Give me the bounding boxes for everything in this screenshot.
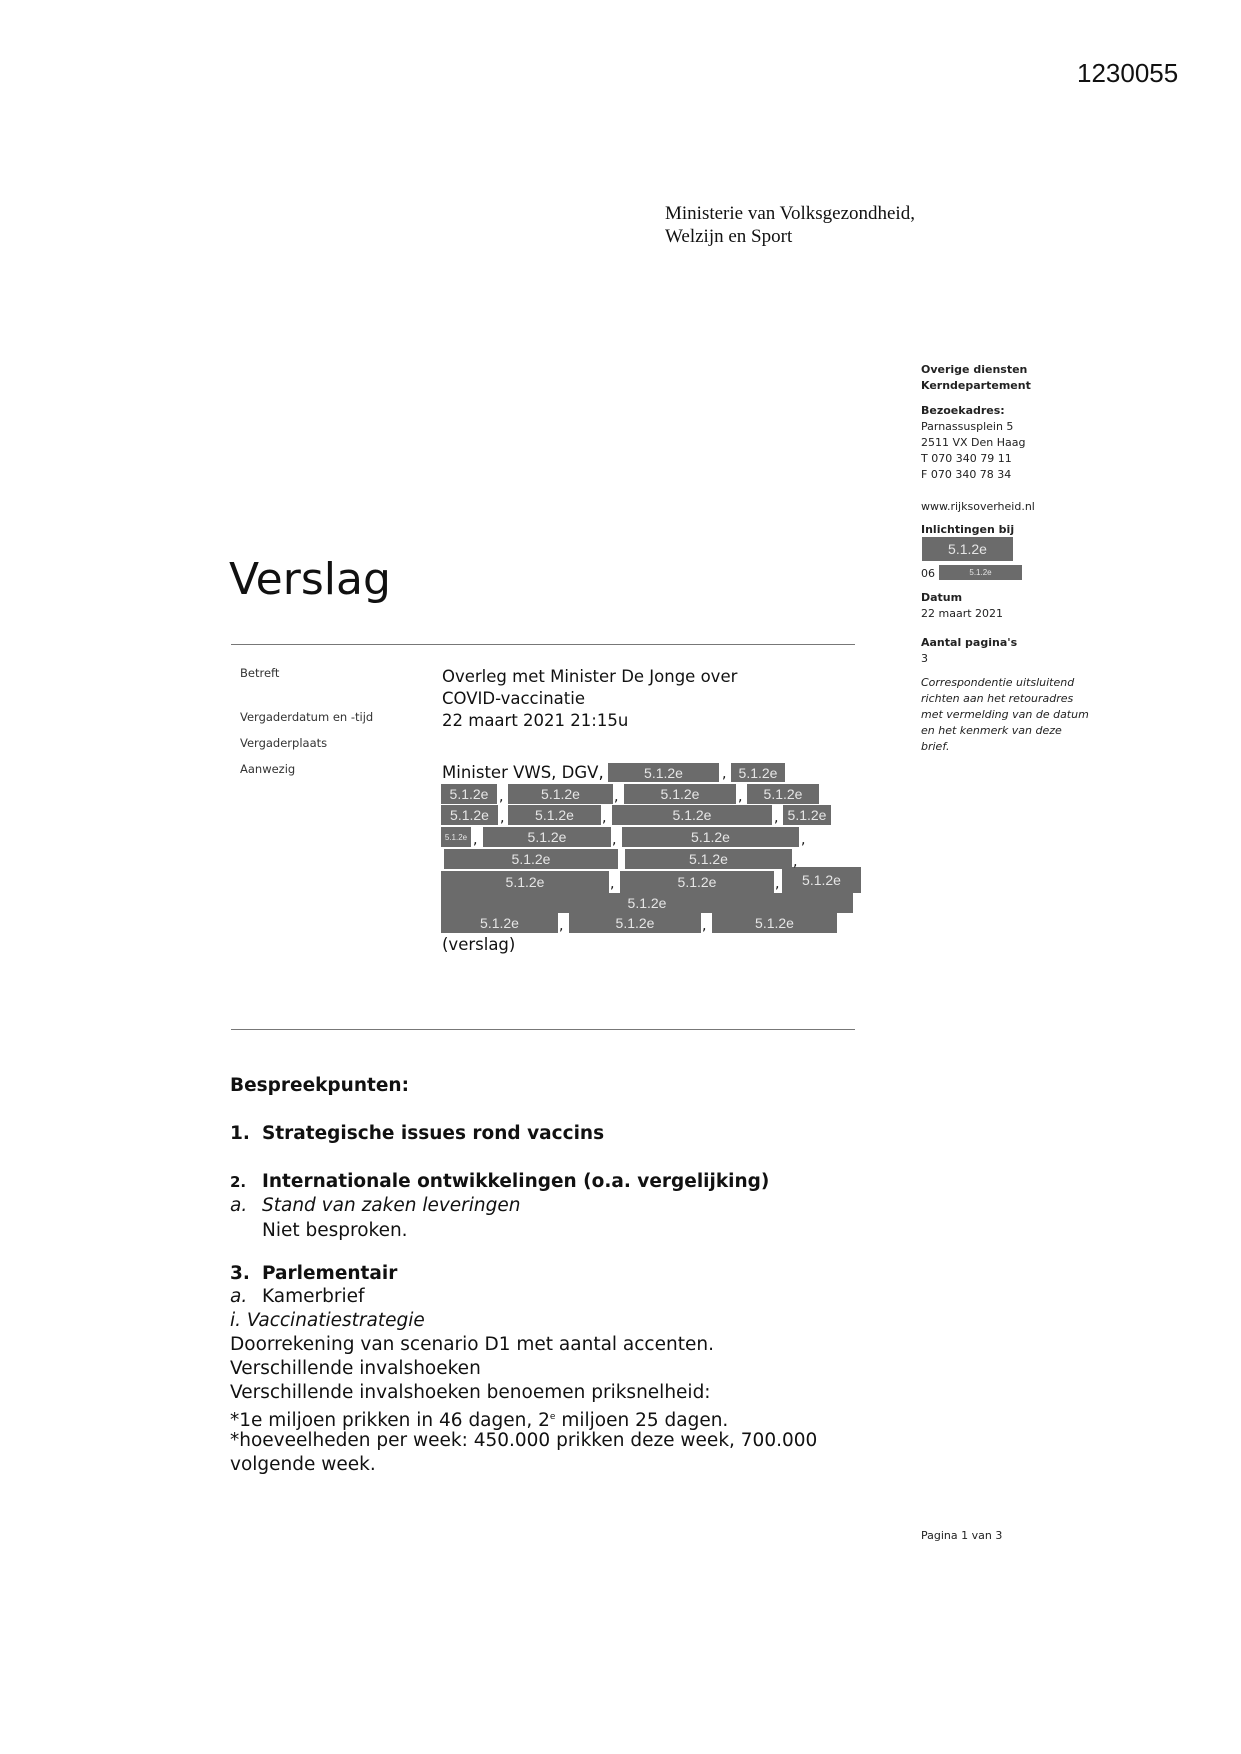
separator: ,: [610, 876, 615, 892]
document-title: Verslag: [229, 554, 391, 605]
redaction: 5.1.2e: [441, 827, 471, 847]
redaction: 5.1.2e: [508, 805, 601, 825]
document-number: 1230055: [1077, 58, 1179, 88]
redaction: 5.1.2e: [483, 827, 611, 847]
redaction: 5.1.2e: [608, 763, 719, 782]
redaction: 5.1.2e: [441, 871, 609, 893]
ministry-line-2: Welzijn en Sport: [665, 226, 793, 247]
mobile-prefix: 06: [921, 567, 935, 580]
pages-label: Aantal pagina's: [921, 636, 1018, 649]
separator: ,: [801, 832, 806, 848]
agenda-item-2a-text: Niet besproken.: [262, 1220, 408, 1241]
info-label: Inlichtingen bij: [921, 523, 1015, 536]
separator: ,: [774, 810, 779, 826]
redaction: 5.1.2e: [782, 867, 861, 893]
separator: ,: [722, 766, 727, 782]
redaction: 5.1.2e: [783, 805, 831, 825]
separator: ,: [559, 918, 564, 934]
separator: ,: [602, 810, 607, 826]
agenda-bullet-1: *1e miljoen prikken in 46 dagen, 2e miljoen 25 dagen.: [230, 1410, 729, 1432]
redaction: 5.1.2e: [731, 763, 785, 782]
website-link[interactable]: www.rijksoverheid.nl: [921, 500, 1035, 513]
pages-value: 3: [921, 652, 928, 665]
agenda-text-line: Verschillende invalshoeken: [230, 1358, 481, 1379]
datetime-value: 22 maart 2021 21:15u: [442, 711, 629, 730]
datetime-label: Vergaderdatum en -tijd: [240, 710, 374, 724]
separator: ,: [738, 789, 743, 805]
date-value: 22 maart 2021: [921, 607, 1004, 620]
redaction: 5.1.2e: [441, 784, 497, 804]
redaction: 5.1.2e: [508, 784, 613, 804]
redaction: 5.1.2e: [444, 849, 618, 869]
separator: ,: [702, 918, 707, 934]
phone: T 070 340 79 11: [921, 452, 1012, 465]
redaction-contact-name: 5.1.2e: [922, 537, 1013, 561]
divider: [231, 644, 855, 645]
sidebar-dept-2: Kerndepartement: [921, 379, 1031, 392]
visit-address-label: Bezoekadres:: [921, 404, 1005, 417]
separator: ,: [775, 876, 780, 892]
agenda-heading: Bespreekpunten:: [230, 1075, 409, 1096]
date-label: Datum: [921, 591, 963, 604]
separator: ,: [793, 854, 798, 870]
redaction: 5.1.2e: [620, 871, 774, 893]
divider: [231, 1029, 855, 1030]
agenda-text-line: Doorrekening van scenario D1 met aantal accenten.: [230, 1334, 714, 1355]
redaction: 5.1.2e: [441, 913, 558, 933]
separator: ,: [500, 810, 505, 826]
redaction: 5.1.2e: [441, 805, 498, 825]
agenda-item-1: 1. Strategische issues rond vaccins: [230, 1123, 605, 1144]
location-label: Vergaderplaats: [240, 736, 328, 750]
agenda-item-2a: a. Stand van zaken leveringen: [230, 1195, 521, 1216]
agenda-bullet-2: *hoeveelheden per week: 450.000 prikken deze week, 700.000: [230, 1430, 818, 1451]
redaction: 5.1.2e: [622, 827, 799, 847]
street: Parnassusplein 5: [921, 420, 1014, 433]
separator: ,: [473, 832, 478, 848]
separator: ,: [499, 789, 504, 805]
agenda-item-3a: a. Kamerbrief: [230, 1286, 365, 1307]
sidebar-dept-1: Overige diensten: [921, 363, 1028, 376]
fax: F 070 340 78 34: [921, 468, 1012, 481]
redaction: 5.1.2e: [625, 849, 792, 869]
present-prefix: Minister VWS, DGV,: [442, 763, 604, 782]
redaction: 5.1.2e: [712, 913, 837, 933]
redaction: 5.1.2e: [612, 805, 772, 825]
page-number: Pagina 1 van 3: [921, 1529, 1003, 1542]
agenda-text-line: Verschillende invalshoeken benoemen priksnelheid:: [230, 1382, 711, 1403]
redaction: 5.1.2e: [747, 784, 819, 804]
correspondence-note: Correspondentie uitsluitend richten aan het retouradres met vermelding van de datum en het kenmerk van deze brief.: [921, 676, 1089, 753]
redaction: 5.1.2e: [569, 913, 701, 933]
redaction: 5.1.2e: [624, 784, 736, 804]
ministry-name: [665, 202, 915, 248]
present-suffix: (verslag): [442, 935, 516, 954]
present-label: Aanwezig: [240, 762, 296, 776]
agenda-bullet-2-cont: volgende week.: [230, 1454, 376, 1475]
redaction: 5.1.2e: [441, 893, 853, 913]
separator: ,: [612, 832, 617, 848]
subject-value: Overleg met Minister De Jonge over COVID-vaccinatie: [442, 667, 738, 708]
separator: ,: [614, 789, 619, 805]
ministry-line-1: Ministerie van Volksgezondheid,: [665, 203, 915, 224]
agenda-item-3ai: i. Vaccinatiestrategie: [230, 1310, 425, 1331]
city: 2511 VX Den Haag: [921, 436, 1026, 449]
subject-label: Betreft: [240, 666, 280, 680]
agenda-item-3: 3. Parlementair: [230, 1263, 398, 1284]
redaction-mobile: 5.1.2e: [939, 565, 1022, 580]
agenda-item-2: 2. Internationale ontwikkelingen (o.a. vergelijking): [230, 1171, 770, 1192]
